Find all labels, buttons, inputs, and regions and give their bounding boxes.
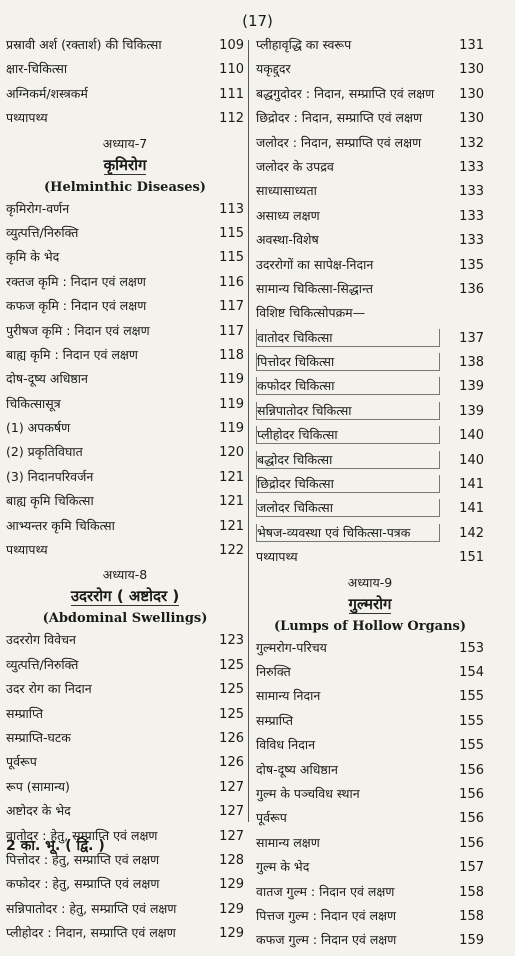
entry-title: सामान्य चिकित्सा-सिद्धान्त — [256, 280, 373, 296]
toc-entry — [256, 109, 484, 133]
toc-entry — [6, 924, 244, 948]
entry-title: व्युत्पत्ति/निरुक्ति — [6, 224, 79, 240]
entry-page: 159 — [459, 933, 484, 949]
toc-entry — [256, 353, 484, 377]
chapter-9-heading — [256, 573, 484, 639]
entry-title: प्रस्रावी अर्श (रक्तार्श) की चिकित्सा — [6, 37, 162, 52]
entry-page: 130 — [459, 111, 484, 127]
toc-entry — [256, 475, 484, 499]
entry-title: बद्धोदर चिकित्सा — [256, 451, 440, 469]
toc-entry — [256, 712, 484, 736]
toc-entry — [6, 778, 244, 802]
entry-page: 129 — [219, 877, 244, 893]
toc-entry — [6, 60, 244, 84]
toc-entry — [256, 134, 484, 158]
entry-page: 156 — [459, 786, 484, 802]
entry-title: पूर्वरूप — [256, 810, 287, 826]
chapter-label: अध्याय-8 — [102, 567, 148, 583]
entry-page: 151 — [459, 550, 484, 566]
toc-entry — [6, 656, 244, 680]
entry-page: 128 — [219, 852, 244, 868]
entry-page: 127 — [219, 828, 244, 844]
toc-entry — [256, 785, 484, 809]
entry-title: पथ्यापथ्य — [6, 542, 48, 558]
entry-page: 135 — [459, 257, 484, 273]
chapter-english-title: (Abdominal Swellings) — [42, 611, 208, 627]
entry-page: 115 — [219, 250, 244, 266]
entry-page: 156 — [459, 835, 484, 851]
toc-entry — [256, 36, 484, 60]
toc-entry — [256, 736, 484, 760]
entry-page: 121 — [219, 494, 244, 510]
entry-title: पित्तोदर : हेतु, सम्प्राप्ति एवं लक्षण — [6, 851, 160, 867]
entry-title: वातज गुल्म : निदान एवं लक्षण — [256, 883, 395, 899]
entry-title: प्लीहोदर चिकित्सा — [256, 426, 440, 444]
entry-page: 125 — [219, 682, 244, 698]
chapter-label: अध्याय-7 — [102, 135, 148, 151]
entry-title: (1) अपकर्षण — [6, 420, 71, 436]
toc-entry — [256, 883, 484, 907]
entry-title: यकृद्दुदर — [256, 61, 291, 77]
toc-entry — [6, 370, 244, 394]
entry-title: बाह्य कृमि : निदान एवं लक्षण — [6, 346, 138, 362]
entry-title: कफज गुल्म : निदान एवं लक्षण — [256, 932, 397, 948]
entry-page: 133 — [459, 159, 484, 175]
entry-page: 119 — [219, 372, 244, 388]
entry-title: सम्प्राप्ति — [6, 705, 44, 721]
toc-entry — [6, 802, 244, 826]
entry-page: 127 — [219, 804, 244, 820]
entry-title: (3) निदानपरिवर्जन — [6, 468, 94, 484]
toc-entry — [6, 297, 244, 321]
entry-page: 132 — [459, 135, 484, 151]
entry-title: वातोदर चिकित्सा — [256, 329, 440, 347]
entry-title: पथ्यापथ्य — [6, 110, 48, 126]
entry-page: 125 — [219, 706, 244, 722]
chapter-8-heading — [6, 565, 244, 631]
toc-entry — [6, 419, 244, 443]
chapter-7-heading — [6, 134, 244, 200]
entry-title: जलोदर : निदान, सम्प्राप्ति एवं लक्षण — [256, 134, 422, 150]
entry-title: सामान्य लक्षण — [256, 834, 320, 850]
entry-title: गुल्म के पञ्चविध स्थान — [256, 785, 360, 801]
toc-entry — [6, 680, 244, 704]
entry-title: व्युत्पत्ति/निरुक्ति — [6, 656, 79, 672]
entry-page: 153 — [459, 640, 484, 656]
entry-title: सम्प्राप्ति — [256, 712, 294, 728]
toc-entry — [6, 631, 244, 655]
entry-page: 117 — [219, 323, 244, 339]
entry-title: विशिष्ट चिकित्सोपक्रम— — [256, 305, 366, 321]
toc-entry — [6, 443, 244, 467]
toc-entry — [6, 753, 244, 777]
left-column — [6, 36, 244, 949]
entry-title: दोष-दूष्य अधिष्ठान — [256, 761, 338, 777]
right-top-list — [256, 36, 484, 573]
toc-entry — [6, 109, 244, 133]
toc-entry — [256, 402, 484, 426]
toc-entry — [6, 541, 244, 565]
entry-title: कफज कृमि : निदान एवं लक्षण — [6, 298, 147, 314]
entry-page: 140 — [459, 452, 484, 468]
entry-page: 155 — [459, 689, 484, 705]
toc-entry — [256, 60, 484, 84]
entry-page: 113 — [219, 201, 244, 217]
entry-page: 158 — [459, 908, 484, 924]
toc-entry — [256, 761, 484, 785]
entry-page: 139 — [459, 403, 484, 419]
toc-entry — [256, 524, 484, 548]
entry-title: सामान्य निदान — [256, 688, 321, 704]
toc-entry — [6, 492, 244, 516]
chapter-9-list — [256, 639, 484, 956]
entry-title: पथ्यापथ्य — [256, 549, 298, 565]
toc-entry — [256, 687, 484, 711]
toc-entry — [256, 639, 484, 663]
entry-title: प्लीहावृद्धि का स्वरूप — [256, 37, 352, 52]
toc-entry — [256, 858, 484, 882]
toc-entry — [256, 907, 484, 931]
entry-title: रक्तज कृमि : निदान एवं लक्षण — [6, 273, 146, 289]
entry-title: भेषज-व्यवस्था एवं चिकित्सा-पत्रक — [256, 524, 440, 542]
chapter-label: अध्याय-9 — [347, 574, 393, 590]
entry-title: छिद्रोदर चिकित्सा — [256, 475, 440, 493]
entry-page: 117 — [219, 299, 244, 315]
entry-title: क्षार-चिकित्सा — [6, 61, 68, 77]
entry-page: 120 — [219, 445, 244, 461]
toc-entry — [256, 377, 484, 401]
chapter-title: कृमिरोग — [103, 155, 147, 174]
toc-entry — [6, 85, 244, 109]
entry-title: पुरीषज कृमि : निदान एवं लक्षण — [6, 322, 150, 338]
entry-page: 155 — [459, 713, 484, 729]
chapter-7-list — [6, 200, 244, 566]
entry-title: छिद्रोदर : निदान, सम्प्राप्ति एवं लक्षण — [256, 110, 423, 126]
entry-page: 127 — [219, 779, 244, 795]
toc-entry — [256, 548, 484, 572]
toc-entry — [6, 705, 244, 729]
entry-page: 141 — [459, 477, 484, 493]
entry-page: 119 — [219, 396, 244, 412]
entry-page: 115 — [219, 225, 244, 241]
left-top-list — [6, 36, 244, 134]
entry-title: गुल्म के भेद — [256, 859, 310, 875]
entry-title: कफोदर : हेतु, सम्प्राप्ति एवं लक्षण — [6, 876, 160, 892]
chapter-title: उदररोग ( अष्टोदर ) — [70, 587, 180, 606]
toc-entry — [256, 207, 484, 231]
entry-title: कृमिरोग-वर्णन — [6, 200, 70, 216]
entry-page: 136 — [459, 281, 484, 297]
entry-title: अग्निकर्म/शस्त्रकर्म — [6, 85, 88, 101]
entry-page: 133 — [459, 208, 484, 224]
toc-entry — [256, 280, 484, 304]
entry-title: साध्यासाध्यता — [256, 183, 317, 199]
toc-entry — [256, 182, 484, 206]
toc-entry — [256, 329, 484, 353]
entry-title: निरुक्ति — [256, 663, 291, 679]
entry-page: 126 — [219, 755, 244, 771]
entry-page: 112 — [219, 111, 244, 127]
entry-page: 133 — [459, 184, 484, 200]
right-column — [256, 36, 484, 956]
entry-page: 156 — [459, 811, 484, 827]
toc-entry — [6, 224, 244, 248]
entry-page: 155 — [459, 738, 484, 754]
toc-entry — [256, 85, 484, 109]
entry-page: 126 — [219, 730, 244, 746]
entry-title: उदर रोग का निदान — [6, 681, 92, 697]
toc-entry — [6, 900, 244, 924]
entry-title: वातोदर : हेतु, सम्प्राप्ति एवं लक्षण — [6, 827, 158, 843]
entry-title: असाध्य लक्षण — [256, 207, 320, 223]
entry-title: सम्प्राप्ति-घटक — [6, 729, 71, 745]
entry-title: विविध निदान — [256, 737, 316, 753]
entry-title: पित्तज गुल्म : निदान एवं लक्षण — [256, 907, 397, 923]
entry-page: 141 — [459, 501, 484, 517]
toc-entry — [6, 395, 244, 419]
entry-title: (2) प्रकृतिविघात — [6, 444, 83, 460]
toc-entry — [6, 517, 244, 541]
entry-title: दोष-दूष्य अधिष्ठान — [6, 371, 88, 387]
entry-title: उदररोग विवेचन — [6, 632, 76, 648]
chapter-8-list — [6, 631, 244, 948]
toc-entry — [6, 346, 244, 370]
entry-page: 130 — [459, 86, 484, 102]
entry-page: 121 — [219, 518, 244, 534]
entry-page: 109 — [219, 38, 244, 53]
toc-entry — [256, 158, 484, 182]
toc-entry — [256, 451, 484, 475]
entry-page: 131 — [459, 38, 484, 53]
toc-entry — [6, 729, 244, 753]
toc-entry — [6, 322, 244, 346]
entry-page: 123 — [219, 633, 244, 649]
entry-title: पित्तोदर चिकित्सा — [256, 353, 440, 371]
signature-mark: 2 का. भू. ( द्वि. ) — [6, 838, 105, 854]
entry-page: 119 — [219, 421, 244, 437]
entry-page: 158 — [459, 884, 484, 900]
toc-entry — [256, 304, 484, 328]
entry-title: आभ्यन्तर कृमि चिकित्सा — [6, 517, 115, 533]
entry-title: कृमि के भेद — [6, 249, 60, 265]
entry-page: 138 — [459, 355, 484, 371]
entry-title: सन्निपातोदर : हेतु, सम्प्राप्ति एवं लक्षण — [6, 900, 177, 916]
toc-entry — [6, 875, 244, 899]
entry-title: कफोदर चिकित्सा — [256, 377, 440, 395]
entry-page: 110 — [219, 62, 244, 78]
entry-page: 129 — [219, 926, 244, 942]
entry-title: चिकित्सासूत्र — [6, 395, 61, 411]
entry-page: 133 — [459, 233, 484, 249]
entry-page: 139 — [459, 379, 484, 395]
toc-entry — [6, 248, 244, 272]
toc-entry — [6, 36, 244, 60]
toc-entry — [256, 809, 484, 833]
toc-entry — [256, 663, 484, 687]
entry-title: बाह्य कृमि चिकित्सा — [6, 493, 94, 509]
toc-entry — [6, 273, 244, 297]
entry-title: अष्टोदर के भेद — [6, 803, 71, 819]
chapter-title: गुल्मरोग — [348, 594, 392, 613]
toc-entry — [256, 834, 484, 858]
toc-entry — [256, 426, 484, 450]
entry-page: 125 — [219, 657, 244, 673]
column-divider — [248, 40, 249, 822]
entry-page: 137 — [459, 330, 484, 346]
entry-title: प्लीहोदर : निदान, सम्प्राप्ति एवं लक्षण — [6, 925, 176, 941]
entry-page: 157 — [459, 860, 484, 876]
chapter-english-title: (Helminthic Diseases) — [44, 179, 206, 195]
entry-page: 118 — [219, 347, 244, 363]
entry-page: 111 — [219, 86, 244, 102]
toc-entry — [6, 468, 244, 492]
toc-entry — [256, 499, 484, 523]
toc-entry — [256, 931, 484, 955]
entry-title: गुल्मरोग-परिचय — [256, 639, 327, 655]
toc-entry — [256, 256, 484, 280]
entry-title: बद्धगुदोदर : निदान, सम्प्राप्ति एवं लक्षण — [256, 85, 435, 101]
page-number: (17) — [242, 12, 273, 30]
entry-title: पूर्वरूप — [6, 754, 37, 770]
entry-page: 140 — [459, 428, 484, 444]
entry-title: जलोदर के उपद्रव — [256, 158, 334, 174]
entry-title: जलोदर चिकित्सा — [256, 499, 440, 517]
entry-page: 156 — [459, 762, 484, 778]
entry-page: 129 — [219, 901, 244, 917]
entry-page: 130 — [459, 62, 484, 78]
toc-entry — [6, 200, 244, 224]
chapter-english-title: (Lumps of Hollow Organs) — [273, 618, 467, 634]
entry-page: 121 — [219, 469, 244, 485]
entry-page: 122 — [219, 543, 244, 559]
entry-title: सन्निपातोदर चिकित्सा — [256, 402, 440, 420]
entry-page: 154 — [459, 664, 484, 680]
entry-title: अवस्था-विशेष — [256, 232, 319, 248]
toc-entry — [256, 231, 484, 255]
entry-title: उदररोगों का सापेक्ष-निदान — [256, 256, 374, 272]
entry-page: 142 — [459, 525, 484, 541]
entry-page: 116 — [219, 274, 244, 290]
entry-title: रूप (सामान्य) — [6, 778, 70, 794]
